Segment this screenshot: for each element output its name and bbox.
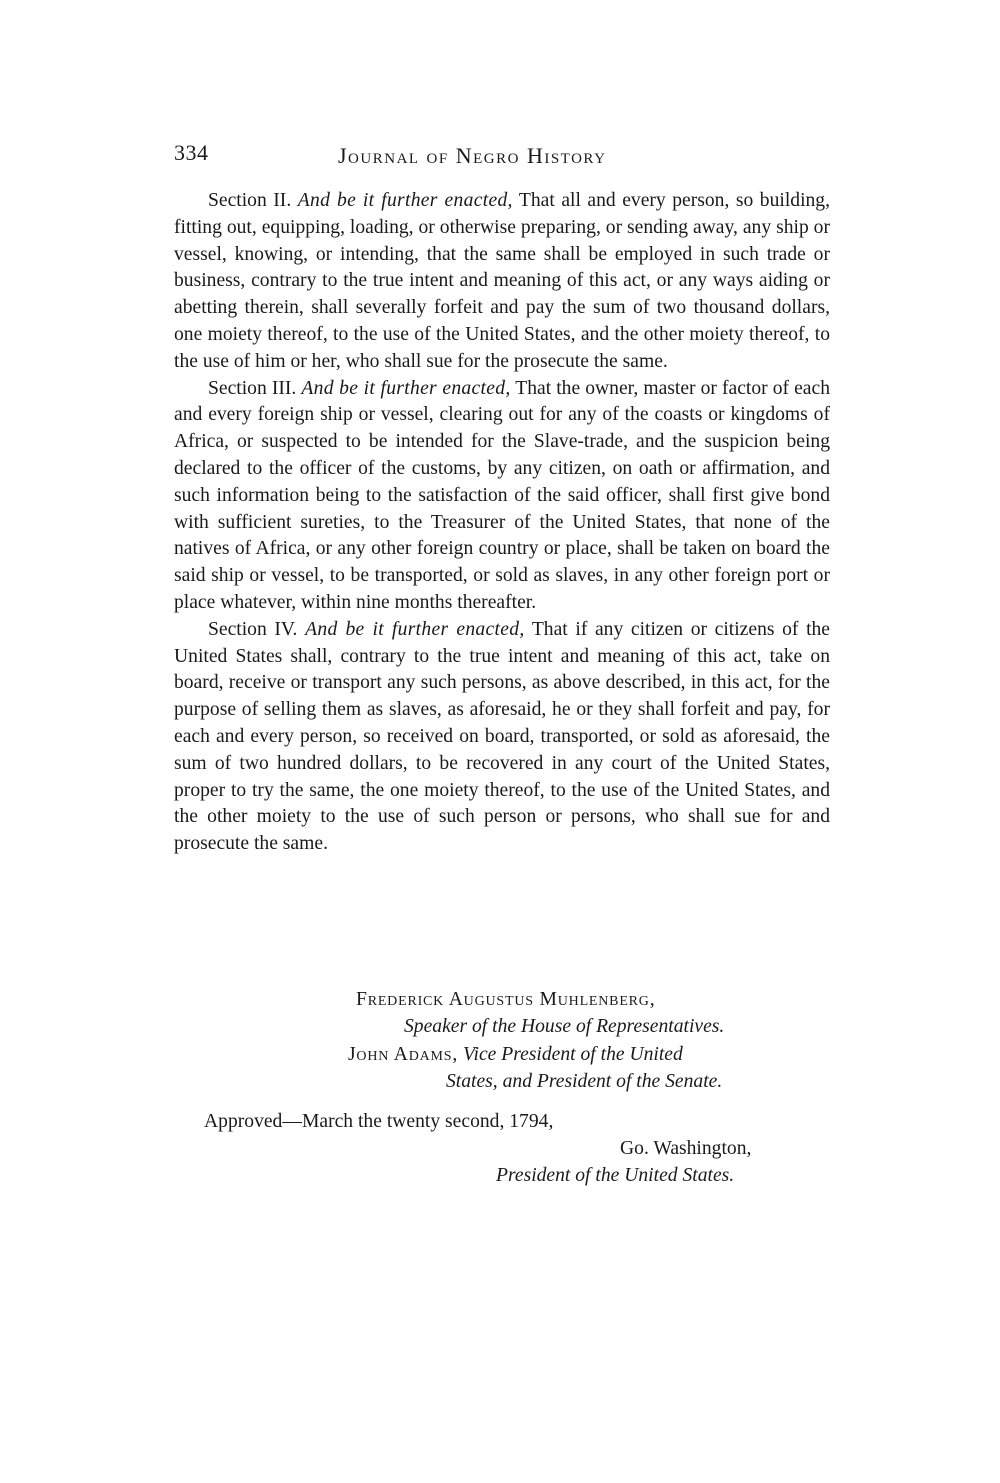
page-number: 334 xyxy=(174,140,209,165)
section-label: Section II. xyxy=(208,190,292,211)
section-text: That if any citizen or citizens of the United States shall, contrary to the true intent and meaning of this act, take on board, receive or transport any such persons, as above described, in this act, for the purpose of selling them as slaves, as aforesaid, he or they shall forfeit and pay, for each and every person, so received on board, transported, or sold as aforesaid, the sum of two hundred dollars, to be recovered in any court of the United States, proper to try the same, the one moiety thereof, to the use of the United States, and the other moiety to the use of such person or persons, who shall sue for and prosecute the same. xyxy=(174,618,831,855)
vp-name: John Adams, xyxy=(348,1044,459,1065)
vp-signature xyxy=(348,1041,683,1068)
approval-line: Approved—March the twenty second, 1794, xyxy=(204,1111,554,1132)
enacting-clause: And be it further enacted, xyxy=(301,377,511,399)
president-title: President of the United States. xyxy=(496,1165,735,1186)
section-text: That the owner, master or factor of each and every foreign ship or vessel, clearing out for any of the coasts or kingdoms of Africa, or suspected to be intended for the Slave-trade, and the suspicion being declared to the officer of the customs, by any citizen, on oath or affirmation, and such information being to the satisfaction of the said officer, shall first give bond with sufficient sureties, to the Treasurer of the United States, that none of the natives of Africa, or any other foreign country or place, shall be taken on board the said ship or vessel, to be transported, or sold as slaves, in any other foreign port or place whatever, within nine months thereafter. xyxy=(174,377,830,613)
speaker-name: Frederick Augustus Muhlenberg, xyxy=(356,989,656,1010)
section-text: That all and every person, so building, fitting out, equipping, loading, or otherwise preparing, or sending away, any ship or vessel, knowing, or intending, that the same shall be employed in such trade or business, contrary to the true intent and meaning of this act, or any ways aiding or abetting therein, shall severally forfeit and pay the sum of two thousand dollars, one moiety thereof, to the use of the United States, and the other moiety thereof, to the use of him or her, who shall sue for the prosecute the same. xyxy=(174,190,831,372)
section-paragraph xyxy=(174,376,830,617)
speaker-title: Speaker of the House of Representatives. xyxy=(404,1016,725,1037)
president-name: Go. Washington, xyxy=(620,1138,752,1159)
section-paragraph xyxy=(174,188,830,376)
vp-title-line2: States, and President of the Senate. xyxy=(446,1071,723,1092)
section-paragraph xyxy=(174,617,830,858)
body-text xyxy=(174,188,830,858)
section-label: Section III. xyxy=(208,377,297,399)
section-label: Section IV. xyxy=(208,618,298,640)
enacting-clause: And be it further enacted, xyxy=(305,618,525,640)
running-head: Journal of Negro History xyxy=(338,143,607,168)
enacting-clause: And be it further enacted, xyxy=(297,190,513,211)
vp-title-line1: Vice President of the United xyxy=(462,1044,683,1065)
